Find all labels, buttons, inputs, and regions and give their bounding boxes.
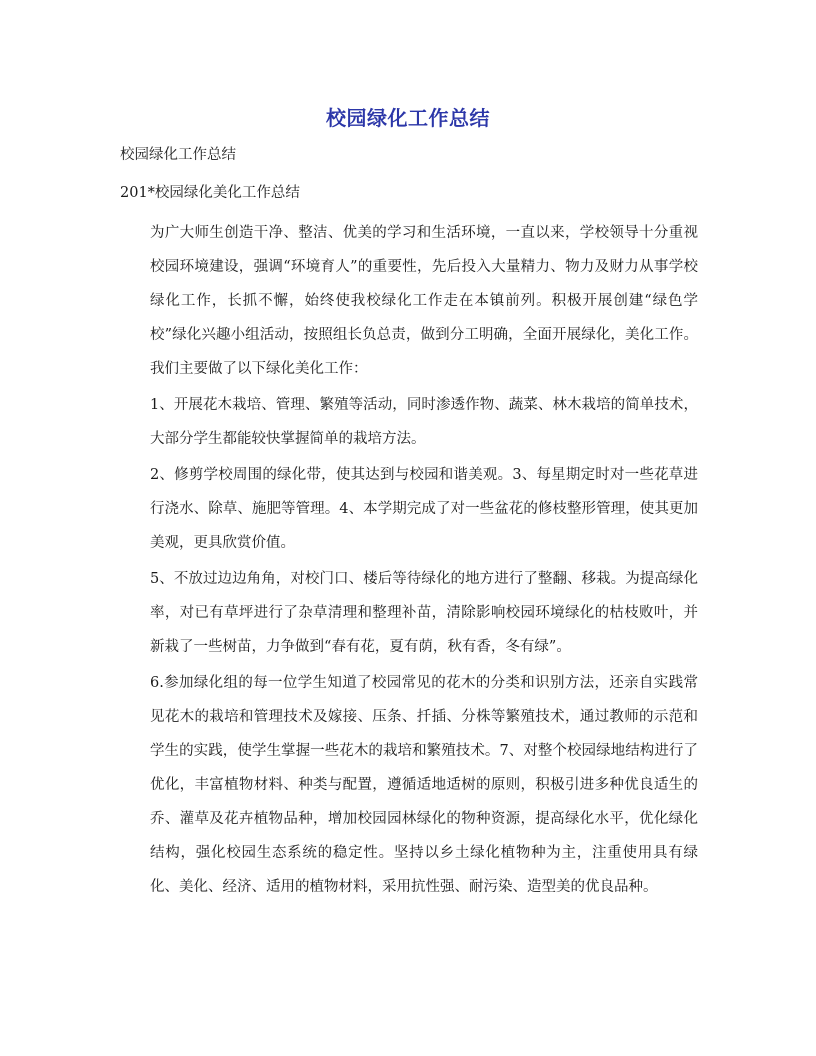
paragraph-item-1: 1、开展花木栽培、管理、繁殖等活动，同时渗透作物、蔬菜、林木栽培的简单技术，大部分学生都能较快掌握简单的栽培方法。 — [150, 397, 698, 447]
paragraph-item-5: 5、不放过边边角角，对校门口、楼后等待绿化的地方进行了整翻、移栽。为提高绿化率，对已有草坪进行了杂草清理和整理补苗，清除影响校园环境绿化的枯枝败叶，并新栽了一些树苗，力争做到“春有花，夏有荫，秋有香，冬有绿”。 — [150, 571, 698, 655]
document-body — [120, 138, 698, 906]
document-title: 校园绿化工作总结 — [326, 106, 490, 130]
paragraph-item-6: 6.参加绿化组的每一位学生知道了校园常见的花木的分类和识别方法，还亲自实践常见花木的栽培和管理技术及嫁接、压条、扦插、分株等繁殖技术，通过教师的示范和学生的实践，使学生掌握一些花木的栽培和繁殖技术。7、对整个校园绿地结构进行了优化，丰富植物材料、种类与配置，遵循适地适树的原则，积极引进多种优良适生的乔、灌草及花卉植物品种，增加校园园林绿化的物种资源，提高绿化水平，优化绿化结构，强化校园生态系统的稳定性。坚持以乡土绿化植物种为主，注重使用具有绿化、美化、经济、适用的植物材料，采用抗性强、耐污染、造型美的优良品种。 — [150, 675, 698, 895]
paragraph-intro: 为广大师生创造干净、整洁、优美的学习和生活环境，一直以来，学校领导十分重视校园环境建设，强调“环境育人”的重要性，先后投入大量精力、物力及财力从事学校绿化工作，长抓不懈，始终使我校绿化工作走在本镇前列。积极开展创建“绿色学校”绿化兴趣小组活动，按照组长负总责，做到分工明确，全面开展绿化，美化工作。我们主要做了以下绿化美化工作： — [150, 225, 698, 377]
paragraph-item-2: 2、修剪学校周围的绿化带，使其达到与校园和谐美观。3、每星期定时对一些花草进行浇水、除草、施肥等管理。4、本学期完成了对一些盆花的修枝整形管理，使其更加美观，更具欣赏价值。 — [150, 467, 698, 551]
document-subtitle: 校园绿化工作总结 — [120, 147, 236, 163]
document-heading: 201*校园绿化美化工作总结 — [120, 185, 300, 201]
